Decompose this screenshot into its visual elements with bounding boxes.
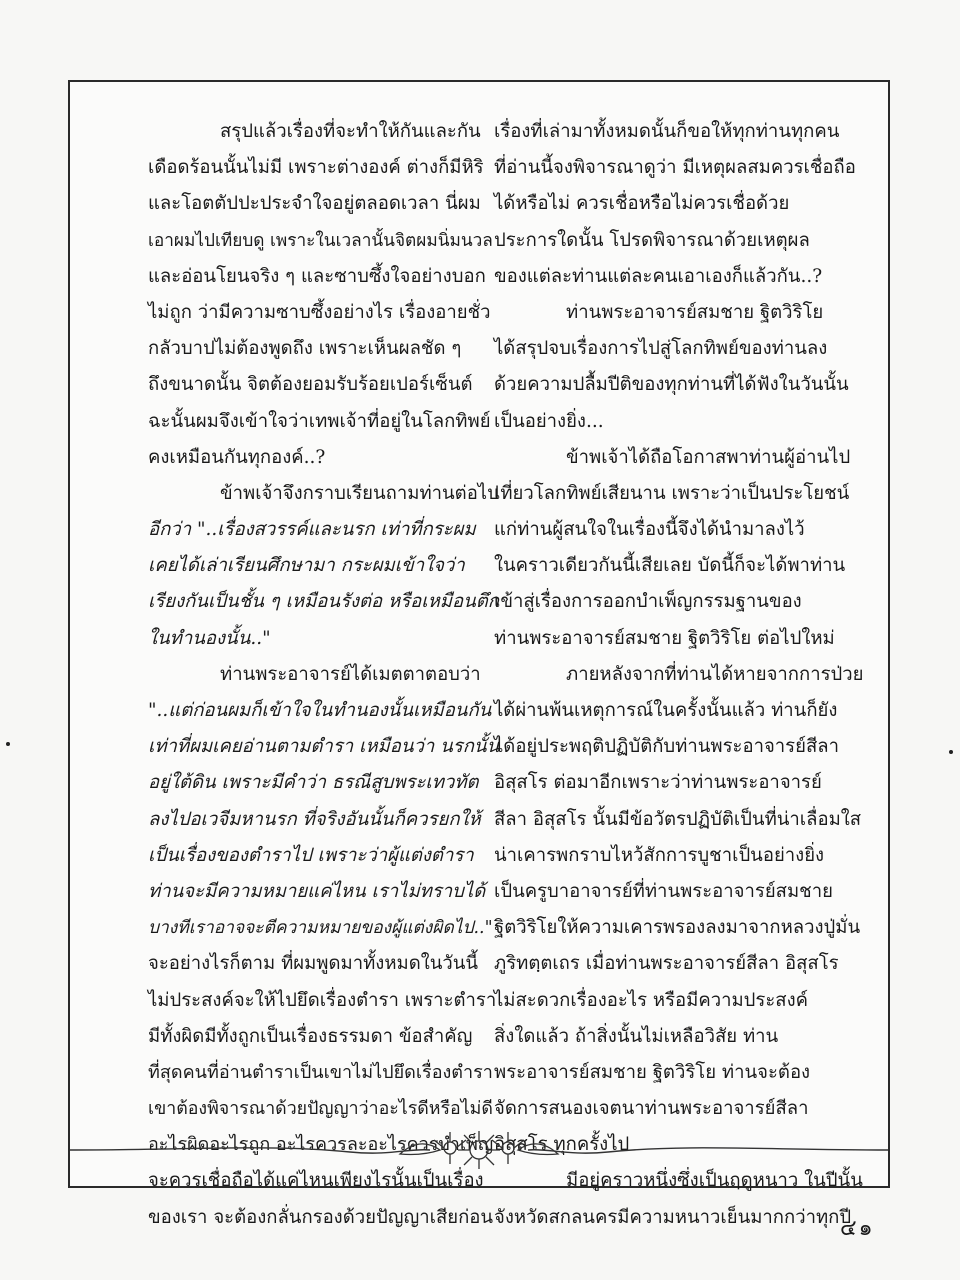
text-line: สีลา อิสุสโร นั้นมีข้อวัตรปฏิบัติเป็นที่น่าเลื่อมใส (494, 808, 862, 830)
text-line: ได้สรุปจบเรื่องการไปสู่โลกทิพย์ของท่านลง (494, 338, 828, 360)
text-line: เป็นเรื่องของตำราไป เพราะว่าผู้แต่งตำรา (148, 844, 474, 866)
text-line: เอาผมไปเทียบดู เพราะในเวลานั้นจิตผมนิ่มนวล (148, 230, 493, 251)
text-line: สิ่งใดแล้ว ถ้าสิ่งนั้นไม่เหลือวิสัย ท่าน (494, 1025, 779, 1047)
text-line: ท่านพระอาจารย์สมชาย ฐิตวิริโย (566, 301, 824, 323)
text-line: ไม่สะดวกเรื่องอะไร หรือมีความประสงค์ (494, 989, 809, 1011)
text-line: ท่านพระอาจารย์สมชาย ฐิตวิริโย ต่อไปใหม่ (494, 627, 835, 649)
text-line: เป็นอย่างยิ่ง... (494, 410, 604, 432)
text-line: จังหวัดสกลนครมีความหนาวเย็นมากกว่าทุกปี (494, 1206, 852, 1228)
text-line: เขาต้องพิจารณาด้วยปัญญาว่าอะไรดีหรือไม่ดี (148, 1099, 493, 1120)
text-line: และโอตตัปปะประจำใจอยู่ตลอดเวลา นี่ผม (148, 193, 481, 215)
text-line: กลัวบาปไม่ต้องพูดถึง เพราะเห็นผลชัด ๆ (148, 338, 462, 360)
text-line: เรียงกันเป็นชั้น ๆ เหมือนรังต่อ หรือเหมือนตึก (148, 591, 499, 613)
text-line: จะควรเชื่อถือได้แค่ไหนเพียงไรนั้นเป็นเรื่อง (148, 1170, 484, 1192)
text-line: น่าเคารพกราบไหว้สักการบูชาเป็นอย่างยิ่ง (494, 844, 825, 866)
text-line: ที่อ่านนี้จงพิจารณาดูว่า มีเหตุผลสมควรเชื่อถือ (494, 157, 856, 179)
text-line: บางทีเราอาจจะตีความหมายของผู้แต่งผิดไป.." (148, 918, 493, 939)
text-line: ลงไปอเวจีมหานรก ที่จริงอันนั้นก็ควรยกให้ (148, 808, 481, 830)
floral-ornament-divider (70, 1130, 888, 1170)
text-line: เท่าที่ผมเคยอ่านตามตำรา เหมือนว่า นรกนั้น (148, 736, 500, 758)
text-line: เป็นครูบาอาจารย์ที่ท่านพระอาจารย์สมชาย (494, 880, 833, 902)
text-line: แก่ท่านผู้สนใจในเรื่องนี้จึงได้นำมาลงไว้ (494, 519, 805, 541)
text-line: สรุปแล้วเรื่องที่จะทำให้กันและกัน (220, 121, 481, 142)
text-line: จัดการสนองเจตนาท่านพระอาจารย์สีลา (494, 1098, 809, 1120)
text-line: ท่านพระอาจารย์ได้เมตตาตอบว่า (220, 663, 481, 685)
text-line: มีทั้งผิดมีทั้งถูกเป็นเรื่องธรรมดา ข้อสำคัญ (148, 1025, 473, 1047)
text-line: อิสุสโร ทุกครั้งไป (494, 1134, 630, 1156)
text-line: และอ่อนโยนจริง ๆ และซาบซึ้งใจอย่างบอก (148, 265, 486, 287)
text-line: ข้าพเจ้าได้ถือโอกาสพาท่านผู้อ่านไป (566, 446, 851, 468)
text-line: ไม่ประสงค์จะให้ไปยึดเรื่องตำรา เพราะตำรา (148, 989, 497, 1011)
margin-dot-left (6, 742, 10, 746)
text-line: ถึงขนาดนั้น จิตต้องยอมรับร้อยเปอร์เซ็นต์ (148, 374, 473, 396)
text-line: คงเหมือนกันทุกองค์..? (148, 446, 326, 468)
text-line: ในคราวเดียวกันนี้เสียเลย บัดนี้ก็จะได้พาท่าน (494, 555, 846, 577)
text-line: ฐิตวิริโยให้ความเคารพรองลงมาจากหลวงปู่มั่น (494, 917, 861, 939)
text-line: ในทำนองนั้น.." (148, 627, 271, 649)
text-line: เดือดร้อนนั้นไม่มี เพราะต่างองค์ ต่างก็มีหิริ (148, 157, 484, 179)
left-text-column (148, 114, 500, 1236)
text-line: ด้วยความปลื้มปีติของทุกท่านที่ได้ฟังในวันนั้น (494, 374, 849, 396)
margin-dot-right (949, 750, 953, 754)
text-line: เที่ยวโลกทิพย์เสียนาน เพราะว่าเป็นประโยชน์ (494, 482, 850, 504)
text-line: ได้อยู่ประพฤติปฏิบัติกับท่านพระอาจารย์สีลา (494, 736, 839, 758)
text-line: อะไรผิดอะไรถูก อะไรควรละอะไรควรบำเพ็ญ (148, 1134, 494, 1156)
page-frame (68, 80, 890, 1228)
text-line: เคยได้เล่าเรียนศึกษามา กระผมเข้าใจว่า (148, 555, 465, 577)
text-line: อยู่ใต้ดิน เพราะมีคำว่า ธรณีสูบพระเทวทัต (148, 772, 479, 794)
text-line: จะอย่างไรก็ตาม ที่ผมพูดมาทั้งหมดในวันนี้ (148, 953, 479, 975)
text-line: ได้หรือไม่ ควรเชื่อหรือไม่ควรเชื่อด้วย (494, 193, 790, 215)
text-line: ได้ผ่านพ้นเหตุการณ์ในครั้งนั้นแล้ว ท่านก็ยัง (494, 700, 838, 721)
right-text-column (494, 114, 864, 1236)
text-line: อิสุสโร ต่อมาอีกเพราะว่าท่านพระอาจารย์ (494, 772, 822, 794)
text-line: ของแต่ละท่านแต่ละคนเอาเองก็แล้วกัน..? (494, 265, 823, 287)
text-line: ข้าพเจ้าจึงกราบเรียนถามท่านต่อไป (220, 482, 499, 504)
text-line: เรื่องที่เล่ามาทั้งหมดนั้นก็ขอให้ทุกท่านทุกคน (494, 121, 840, 142)
text-line: มีอยู่คราวหนึ่งซึ่งเป็นฤดูหนาว ในปีนั้น (566, 1170, 863, 1192)
page-number: ๔๑ (840, 1216, 875, 1241)
text-line: ของเรา จะต้องกลั่นกรองด้วยปัญญาเสียก่อน (148, 1206, 494, 1228)
text-line: ท่านจะมีความหมายแค่ไหน เราไม่ทราบได้ (148, 880, 486, 902)
text-line: เข้าสู่เรื่องการออกบำเพ็ญกรรมฐานของ (494, 591, 802, 613)
text-line: ไม่ถูก ว่ามีความซาบซึ้งอย่างไร เรื่องอายชั่ว (148, 301, 491, 323)
text-line: ภูริทตฺตเถร เมื่อท่านพระอาจารย์สีลา อิสุสโร (494, 953, 839, 975)
text-line: ฉะนั้นผมจึงเข้าใจว่าเทพเจ้าที่อยู่ในโลกทิพย์ (148, 410, 491, 432)
text-line: ประการใดนั้น โปรดพิจารณาด้วยเหตุผล (494, 229, 810, 251)
text-line: "..แต่ก่อนผมก็เข้าใจในทำนองนั้นเหมือนกัน (148, 700, 492, 721)
text-line: ที่สุดคนที่อ่านตำราเป็นเขาไม่ไปยึดเรื่องตำรา (148, 1061, 493, 1083)
text-line: ภายหลังจากที่ท่านได้หายจากการป่วย (566, 663, 864, 685)
text-line: อีกว่า "..เรื่องสวรรค์และนรก เท่าที่กระผม (148, 519, 476, 541)
text-line: พระอาจารย์สมชาย ฐิตวิริโย ท่านจะต้อง (494, 1061, 811, 1083)
